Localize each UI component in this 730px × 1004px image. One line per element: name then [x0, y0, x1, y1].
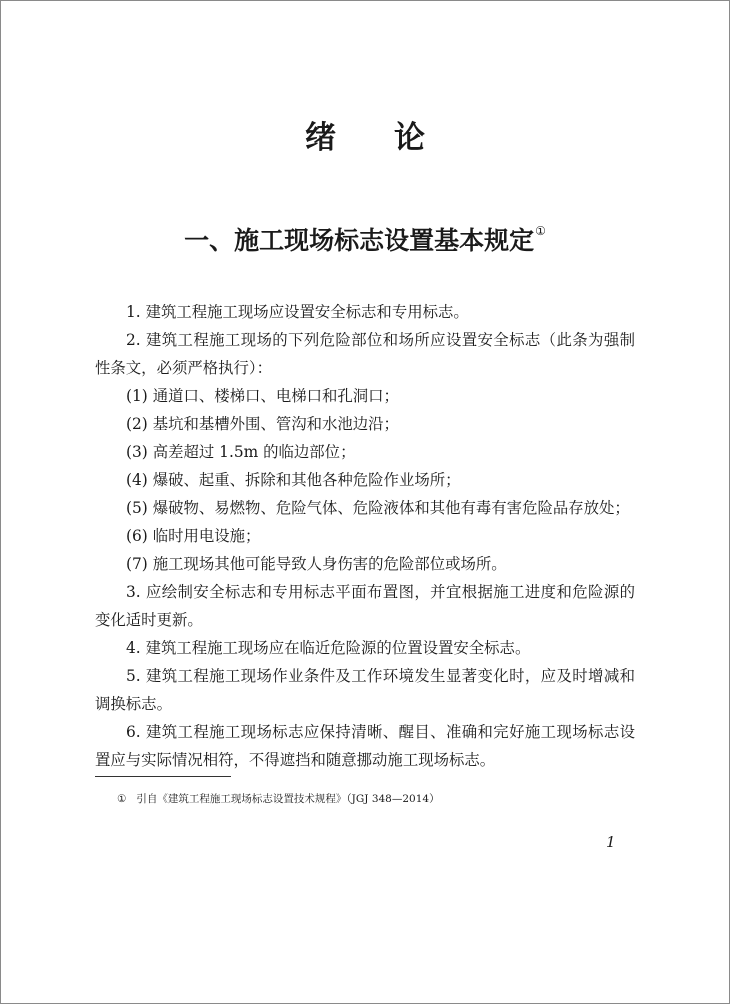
section-title: 一、施工现场标志设置基本规定 [184, 226, 535, 255]
body-text [95, 298, 635, 774]
list-item-1: (1) 通道口、楼梯口、电梯口和孔洞口； [126, 387, 399, 405]
paragraph-5: 5. 建筑工程施工现场作业条件及工作环境发生显著变化时，应及时增减和调换标志。 [95, 667, 635, 713]
paragraph-3: 3. 应绘制安全标志和专用标志平面布置图，并宜根据施工进度和危险源的变化适时更新。 [95, 583, 635, 629]
page-number: 1 [606, 833, 616, 851]
section-title-heading [0, 211, 730, 261]
footnote [95, 791, 655, 807]
footnote-text: 引自《建筑工程施工现场标志设置技术规程》（JGJ 348—2014） [136, 793, 440, 805]
list-item-4: (4) 爆破、起重、拆除和其他各种危险作业场所； [126, 471, 461, 489]
list-item-5: (5) 爆破物、易燃物、危险气体、危险液体和其他有毒有害危险品存放处； [126, 499, 630, 517]
chapter-title: 绪论 [305, 120, 483, 156]
footnote-mark: ① [117, 793, 127, 805]
section-footnote-mark: ① [535, 224, 546, 238]
paragraph-2: 2. 建筑工程施工现场的下列危险部位和场所应设置安全标志（此条为强制性条文，必须严格执行）： [95, 331, 635, 377]
list-item-7: (7) 施工现场其他可能导致人身伤害的危险部位或场所。 [126, 555, 507, 573]
footnote-divider [95, 776, 231, 777]
list-item-2: (2) 基坑和基槽外围、管沟和水池边沿； [126, 415, 399, 433]
list-item-3: (3) 高差超过 1.5m 的临边部位； [126, 443, 356, 461]
paragraph-6: 6. 建筑工程施工现场标志应保持清晰、醒目、准确和完好施工现场标志设置应与实际情况相符，不得遮挡和随意挪动施工现场标志。 [95, 723, 635, 769]
paragraph-1: 1. 建筑工程施工现场应设置安全标志和专用标志。 [126, 303, 469, 321]
paragraph-4: 4. 建筑工程施工现场应在临近危险源的位置设置安全标志。 [126, 639, 531, 657]
list-item-6: (6) 临时用电设施； [126, 527, 261, 545]
